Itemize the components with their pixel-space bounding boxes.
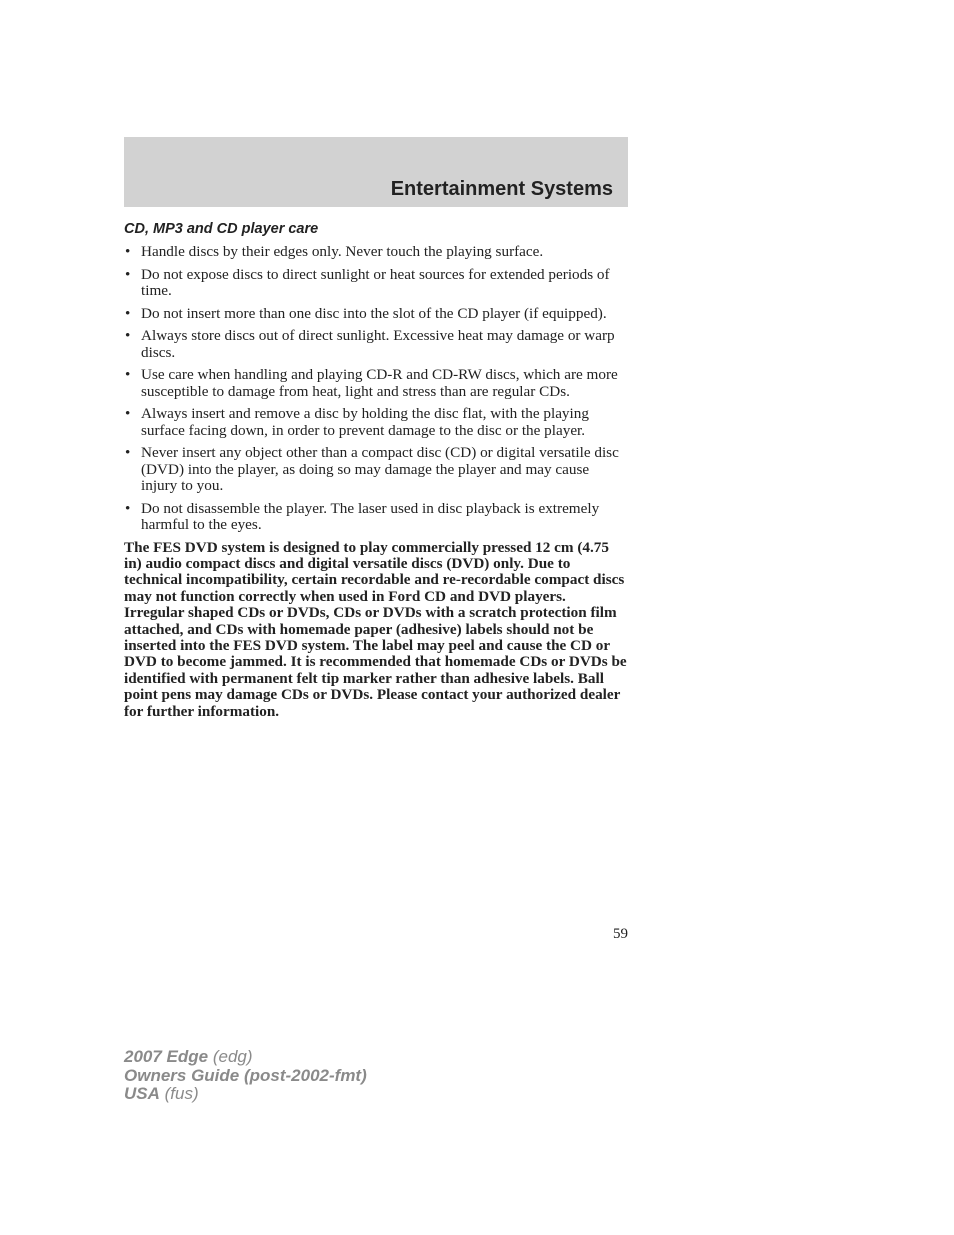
list-item	[124, 501, 628, 534]
list-item-text: Do not expose discs to direct sunlight or heat sources for extended periods of time.	[141, 265, 610, 299]
section-header-band	[124, 137, 628, 207]
footer-line-model	[124, 1048, 367, 1067]
bullet-icon: •	[125, 444, 131, 461]
bullet-icon: •	[125, 304, 131, 322]
list-item-text: Do not disassemble the player. The laser used in disc playback is extremely harmful to the eyes.	[141, 499, 600, 533]
list-item-text: Use care when handling and playing CD-R and CD-RW discs, which are more susceptible to damage from heat, light and stress than are regular CDs.	[141, 366, 618, 400]
footer-market-name: USA	[124, 1084, 160, 1103]
footer-line-guide: Owners Guide (post-2002-fmt)	[124, 1065, 367, 1085]
bullet-icon: •	[125, 327, 131, 344]
chapter-title: Entertainment Systems	[390, 178, 613, 200]
footer-model-name: 2007 Edge	[124, 1047, 209, 1066]
list-item	[124, 267, 628, 300]
page-content	[124, 220, 628, 720]
list-item	[124, 445, 628, 495]
page-number: 59	[613, 926, 628, 942]
list-item	[124, 306, 628, 323]
bullet-icon: •	[125, 243, 131, 260]
list-item	[124, 367, 628, 400]
footer-line-market	[124, 1085, 367, 1104]
bullet-icon: •	[125, 366, 131, 383]
bullet-icon: •	[125, 405, 131, 422]
bullet-icon: •	[125, 265, 131, 283]
footer-model-code: (edg)	[212, 1047, 253, 1066]
list-item-text: Always store discs out of direct sunlight. Excessive heat may damage or warp discs.	[141, 327, 615, 361]
section-heading: CD, MP3 and CD player care	[124, 221, 319, 237]
document-footer	[124, 1048, 367, 1104]
list-item	[124, 406, 628, 439]
list-item-text: Always insert and remove a disc by holding the disc flat, with the playing surface facing down, in order to prevent damage to the disc or the player.	[141, 405, 589, 439]
bullet-icon: •	[125, 499, 131, 517]
footer-market-code: (fus)	[164, 1084, 199, 1103]
list-item	[124, 328, 628, 361]
care-bullet-list	[124, 244, 628, 534]
list-item	[124, 244, 628, 261]
list-item-text: Never insert any object other than a compact disc (CD) or digital versatile disc (DVD) into the player, as doing so may damage the player and may cause injury to you.	[141, 444, 619, 494]
dvd-compatibility-notice: The FES DVD system is designed to play commercially pressed 12 cm (4.75 in) audio compact discs and digital versatile discs (DVD) only. Due to technical incompatibility, certain recordable and re-recordable compact discs may not function correctly when used in Ford CD and DVD players. Irregular shaped CDs or DVDs, CDs or DVDs with a scratch protection film attached, and CDs with homemade paper (adhesive) labels should not be inserted into the FES DVD system. The label may peel and cause the CD or DVD to become jammed. It is recommended that homemade CDs or DVDs be identified with permanent felt tip marker rather than adhesive labels. Ball point pens may damage CDs or DVDs. Please contact your authorized dealer for further information.	[124, 538, 627, 720]
list-item-text: Handle discs by their edges only. Never touch the playing surface.	[141, 243, 544, 260]
list-item-text: Do not insert more than one disc into the slot of the CD player (if equipped).	[141, 304, 607, 322]
